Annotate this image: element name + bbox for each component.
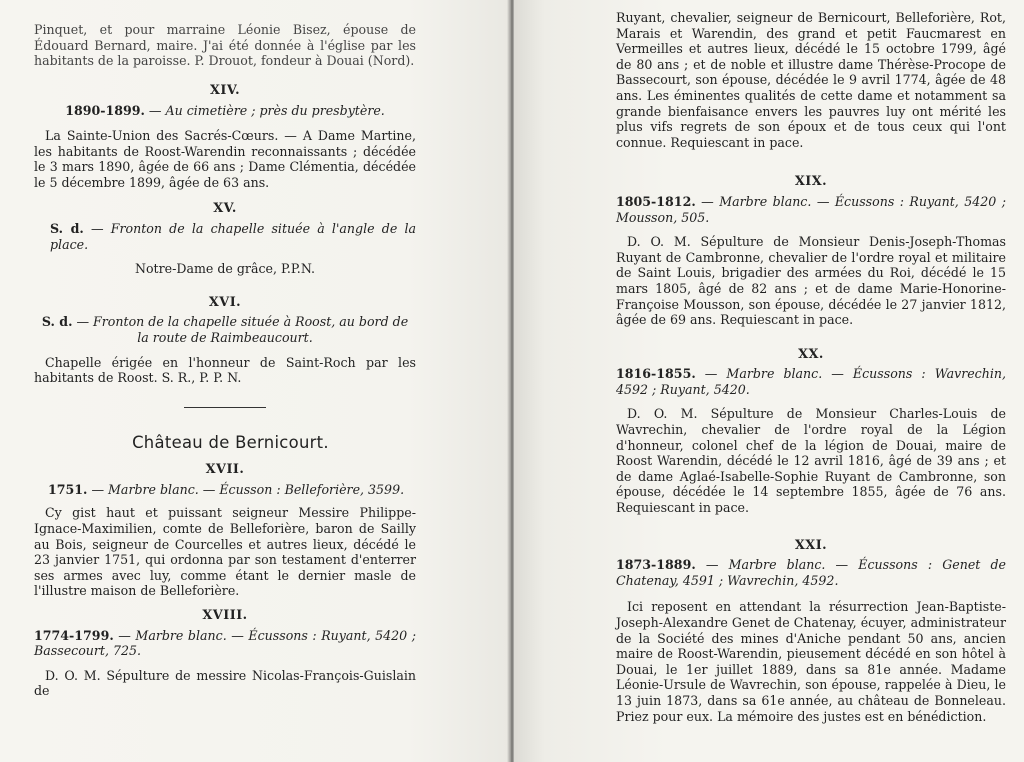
entry-xxi-header: [616, 557, 1006, 588]
entry-xxi-number: XXI.: [794, 537, 828, 553]
entry-xvi-text: Chapelle érigée en l'honneur de Saint-Roch par les habitants de Roost. S. R., P. P. N.: [34, 354, 416, 386]
entry-xiv-date: 1890-1899.: [65, 103, 145, 119]
entry-xv-text: Notre-Dame de grâce, P.P.N.: [134, 261, 316, 277]
entry-xviii-text: D. O. M. Sépulture de messire Nicolas-François-Guislain de: [34, 667, 416, 699]
entry-xvii-date: 1751.: [48, 481, 88, 497]
entry-xx-number: XX.: [798, 346, 824, 362]
entry-xv-desc: — Fronton de la chapelle située à l'angle de la place.: [50, 220, 416, 252]
entry-xviii-number: XVIII.: [202, 608, 248, 624]
entry-xiv-number: XIV.: [209, 82, 241, 98]
right-page: [514, 0, 1024, 762]
entry-xviii-date: 1774-1799.: [34, 627, 114, 643]
entry-xv-date: S. d.: [50, 220, 84, 236]
entry-xix-header: [616, 194, 1006, 225]
entry-xx-desc: — Marbre blanc. — Écussons : Wavrechin, 4592 ; Ruyant, 5420.: [616, 366, 1006, 397]
entry-xxi-date: 1873-1889.: [616, 557, 696, 573]
section-title: Château de Bernicourt.: [132, 432, 329, 452]
entry-xvii-number: XVII.: [205, 462, 245, 478]
entry-xiv-desc: — Au cimetière ; près du presbytère.: [144, 103, 385, 119]
entry-xx-text: D. O. M. Sépulture de Monsieur Charles-Louis de Wavrechin, chevalier de l'ordre royal de la Légion d'honneur, colonel chef de la légion de Douai, maire de Roost Warendin, décédé le 12 avril 1816, âgé de 39 ans ; et de dame Aglaé-Isabelle-Sophie Ruyant de Cambronne, son épouse, décédée le 14 septembre 1855, âgée de 76 ans. Requiescant in pace.: [616, 406, 1006, 516]
entry-xix-number: XIX.: [794, 174, 828, 190]
entry-xvi-desc: — Fronton de la chapelle située à Roost, au bord de la route de Raimbeaucourt.: [72, 314, 409, 345]
entry-xiv-text: La Sainte-Union des Sacrés-Cœurs. — A Dame Martine, les habitants de Roost-Warendin reconnaissants ; décédée le 3 mars 1890, âgée de 66 ans ; Dame Clémentia, décédée le 5 décembre 1899, âgée de 63 ans.: [34, 127, 416, 190]
entry-xix-desc: — Marbre blanc. — Écussons : Ruyant, 5420 ; Mousson, 505.: [616, 193, 1006, 225]
intro-paragraph: Pinquet, et pour marraine Léonie Bisez, épouse de Édouard Bernard, maire. J'ai été donnée à l'église par les habitants de la paroisse. P. Drouot, fondeur à Douai (Nord).: [34, 22, 416, 69]
right-page-column: [616, 10, 1006, 724]
left-page-column: [34, 22, 416, 699]
entry-xv-number: XV.: [213, 201, 237, 217]
entry-xx-header: [616, 366, 1006, 397]
entry-xix-text: D. O. M. Sépulture de Monsieur Denis-Joseph-Thomas Ruyant de Cambronne, chevalier de l'ordre royal et militaire de Saint Louis, brigadier des armées du Roi, décédé le 15 mars 1805, âgé de 82 ans ; et de dame Marie-Honorine-Françoise Mousson, son épouse, décédée le 27 janvier 1812, âgée de 69 ans. Requiescant in pace.: [616, 234, 1006, 328]
entry-xvi-number: XVI.: [208, 294, 242, 310]
entry-xvii-desc: — Marbre blanc. — Écusson : Belleforière, 3599.: [87, 481, 405, 497]
entry-xvi-date: S. d.: [41, 314, 73, 330]
entry-xxi-text: Ici reposent en attendant la résurrection Jean-Baptiste-Joseph-Alexandre Genet de Chatenay, écuyer, administrateur de la Société des mines d'Aniche pendant 50 ans, ancien maire de Roost-Warendin, pieusement décédé en son hôtel à Douai, le 1er juillet 1889, dans sa 81e année. Madame Léonie-Ursule de Wavrechin, son épouse, rappelée à Dieu, le 13 juin 1873, dans sa 61e année, au château de Bonneleau. Priez pour eux. La mémoire des justes est en bénédiction.: [616, 599, 1006, 724]
entry-xxi-desc: — Marbre blanc. — Écussons : Genet de Chatenay, 4591 ; Wavrechin, 4592.: [616, 557, 1006, 588]
entry-xix-date: 1805-1812.: [616, 193, 696, 209]
entry-xiv-header: [34, 103, 416, 119]
continuation-paragraph: Ruyant, chevalier, seigneur de Bernicourt, Belleforière, Rot, Marais et Warendin, des grand et petit Faucmarest en Vermeilles et autres lieux, décédé le 15 octobre 1799, âgé de 80 ans ; et de noble et illustre dame Thérèse-Procope de Bassecourt, son épouse, décédée le 9 avril 1774, âgée de 48 ans. Les éminentes qualités de cette dame et notamment sa grande bienfaisance envers les pauvres luy ont mérité les plus vifs regrets de son époux et de tous ceux qui l'ont connue. Requiescant in pace.: [616, 10, 1006, 150]
entry-xvi-header: [34, 314, 416, 345]
entry-xx-date: 1816-1855.: [616, 366, 696, 382]
entry-xvii-header: [34, 482, 416, 498]
left-page: [0, 0, 510, 762]
entry-xv-header: [34, 221, 416, 252]
entry-xviii-desc: — Marbre blanc. — Écussons : Ruyant, 5420 ; Bassecourt, 725.: [34, 627, 416, 659]
entry-xviii-header: [34, 628, 416, 659]
entry-xvii-text: Cy gist haut et puissant seigneur Messire Philippe-Ignace-Maximilien, comte de Belleforière, baron de Sailly au Bois, seigneur de Courcelles et autres lieux, décédé le 23 janvier 1751, qui ordonna par son testament d'enterrer ses armes avec luy, comme étant le dernier masle de l'illustre maison de Belleforière.: [34, 505, 416, 599]
